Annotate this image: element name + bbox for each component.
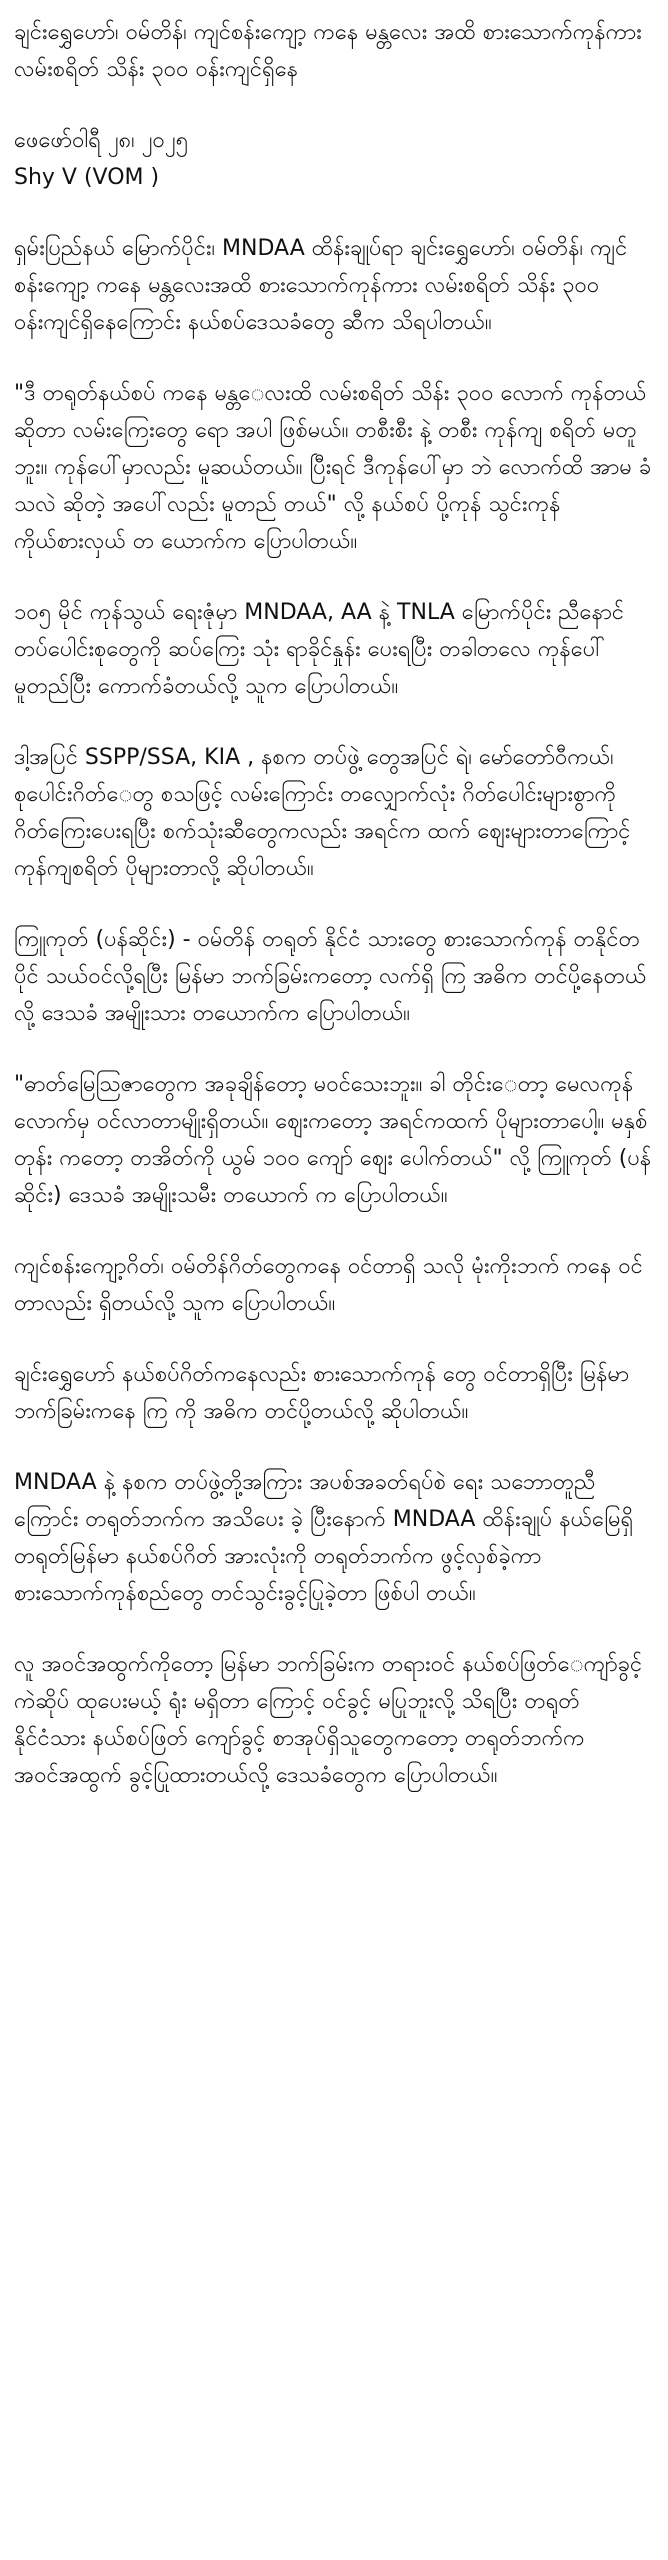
article-paragraph: "ဓာတ်မြေဩဇာတွေက အခုချိန်တော့ မဝင်သေးဘူး။ ခါ တိုင်း‌ေတာ့ မေလကုန်လောက်မှ ဝင်လာတာမျိုးရှိတယ်။ ဈေးကတော့ အရင်ကထက် ပိုများတာပေါ့။ မနှစ်တုန်း ကတော့ တအိတ်ကို ယွမ် ၁၀၀ ကျော် ဈေး ပေါက်တယ်" လို့ ကြူကုတ် (ပန်ဆိုင်း) ဒေသခံ အမျိုးသမီး တယောက် က ပြောပါတယ်။	[14, 1072, 652, 1208]
author-name: Shy V (VOM )	[14, 165, 160, 190]
article-byline	[14, 122, 654, 196]
article-paragraph: ဒါ့အပြင် SSPP/SSA, KIA , နစက တပ်ဖွဲ့ တွေအပြင် ရဲ၊ မော်တော်ဝီကယ်၊ စုပေါင်းဂိတ်‌ေတွ စသဖြင့် လမ်းကြောင်း တလျှောက်လုံး ဂိတ်ပေါင်းများစွာကို ဂိတ်ကြေးပေးရပြီး စက်သုံးဆီတွေကလည်း အရင်က ထက် ဈေးများတာကြောင့် ကုန်ကျစရိတ် ပိုများတာလို့ ဆိုပါတယ်။	[14, 745, 631, 881]
article-paragraph: ချင်းရွှေဟော် နယ်စပ်ဂိတ်ကနေလည်း စားသောက်ကုန် တွေ ဝင်တာရှိပြီး မြန်မာ ဘက်ခြမ်းကနေ ကြ ကို အဓိက တင်ပို့တယ်လို့ ဆိုပါတယ်။	[14, 1362, 630, 1424]
article-paragraph: MNDAA နဲ့ နစက တပ်ဖွဲ့တို့အကြား အပစ်အခတ်ရပ်စဲ ရေး သဘောတူညီကြောင်း တရုတ်ဘက်က အသိပေး ခဲ့ ပြီးနောက် MNDAA ထိန်းချုပ် နယ်မြေရှိ တရုတ်မြန်မာ နယ်စပ်ဂိတ် အားလုံးကို တရုတ်ဘက်က ဖွင့်လှစ်ခဲ့ကာ စားသောက်ကုန်စည်တွေ တင်သွင်းခွင့်ပြုခဲ့တာ ဖြစ်ပါ တယ်။	[14, 1470, 634, 1606]
article-paragraph: "ဒီ တရုတ်နယ်စပ် ကနေ မန္တ‌ေလးထိ လမ်းစရိတ် သိန်း ၃၀၀ လောက် ကုန်တယ် ဆိုတာ လမ်းကြေးတွေ ရော အပါ ဖြစ်မယ်။ တစီးစီး နဲ့ တစီး ကုန်ကျ စရိတ် မတူဘူး။ ကုန်ပေါ်မှာလည်း မူဆယ်တယ်။ ပြီးရင် ဒီကုန်ပေါ်မှာ ဘဲ လောက်ထိ အာမ ခံသလဲ ဆိုတဲ့ အပေါ်လည်း မူတည် တယ်" လို့ နယ်စပ် ပို့ကုန် သွင်းကုန် ကိုယ်စားလှယ် တ ယောက်က ပြောပါတယ်။	[14, 381, 652, 554]
publish-date: ဖေဖော်ဝါရီ ၂၈၊ ၂၀၂၅	[14, 128, 189, 153]
article-paragraph: ရှမ်းပြည်နယ် မြောက်ပိုင်း၊ MNDAA ထိန်းချုပ်ရာ ချင်းရွှေဟော်၊ ဝမ်တိန်၊ ကျင်စန်းကျော့ ကနေ မန္တလေးအထိ စားသောက်ကုန်ကား လမ်းစရိတ် သိန်း ၃၀၀ ဝန်းကျင်ရှိနေကြောင်း နယ်စပ်ဒေသခံတွေ ဆီက သိရပါတယ်။	[14, 236, 628, 335]
article-headline: ချင်းရွှေဟော်၊ ဝမ်တိန်၊ ကျင်စန်းကျော့ ကနေ မန္တလေး အထိ စားသောက်ကုန်ကား လမ်းစရိတ် သိန်း ၃၀၀ ဝန်းကျင်ရှိနေ	[14, 20, 642, 82]
article-paragraph: ကျင်စန်းကျော့ဂိတ်၊ ဝမ်တိန်ဂိတ်တွေကနေ ဝင်တာရှိ သလို မုံးကိုးဘက် ကနေ ဝင်တာလည်း ရှိတယ်လို့ သူက ပြောပါတယ်။	[14, 1254, 643, 1316]
article-paragraph: ကြူကုတ် (ပန်ဆိုင်း) - ဝမ်တိန် တရုတ် နိုင်ငံ သားတွေ စားသောက်ကုန် တနိုင်တပိုင် သယ်ဝင်လို့ရပြီး မြန်မာ ဘက်ခြမ်းကတော့ လက်ရှိ ကြ အဓိက တင်ပို့နေတယ်လို့ ဒေသခံ အမျိုးသား တယောက်က ပြောပါတယ်။	[14, 927, 647, 1026]
article-paragraph: လူ အဝင်အထွက်ကိုတော့ မြန်မာ ဘက်ခြမ်းက တရားဝင် နယ်စပ်ဖြတ်‌ေကျာ်ခွင့် ကဲဆိုပ် ထုပေးမယ့် ရုံး မရှိတာ ကြောင့် ဝင်ခွင့် မပြုဘူးလို့ သိရပြီး တရုတ် နိုင်ငံသား နယ်စပ်ဖြတ် ကျော်ခွင့် စာအုပ်ရှိသူတွေကတော့ တရုတ်ဘက်က အဝင်အထွက် ခွင့်ပြုထားတယ်လို့ ဒေသခံတွေက ပြောပါတယ်။	[14, 1652, 643, 1788]
article-paragraph: ၁၀၅ မိုင် ကုန်သွယ် ရေးဇုံမှာ MNDAA, AA နဲ့ TNLA မြောက်ပိုင်း ညီနောင် တပ်ပေါင်းစုတွေကို ဆပ်ကြေး သုံး ရာခိုင်နှုန်း ပေးရပြီး တခါတလေ ကုန်ပေါ်မူတည်ပြီး ကောက်ခံတယ်လို့ သူက ပြောပါတယ်။	[14, 600, 625, 699]
